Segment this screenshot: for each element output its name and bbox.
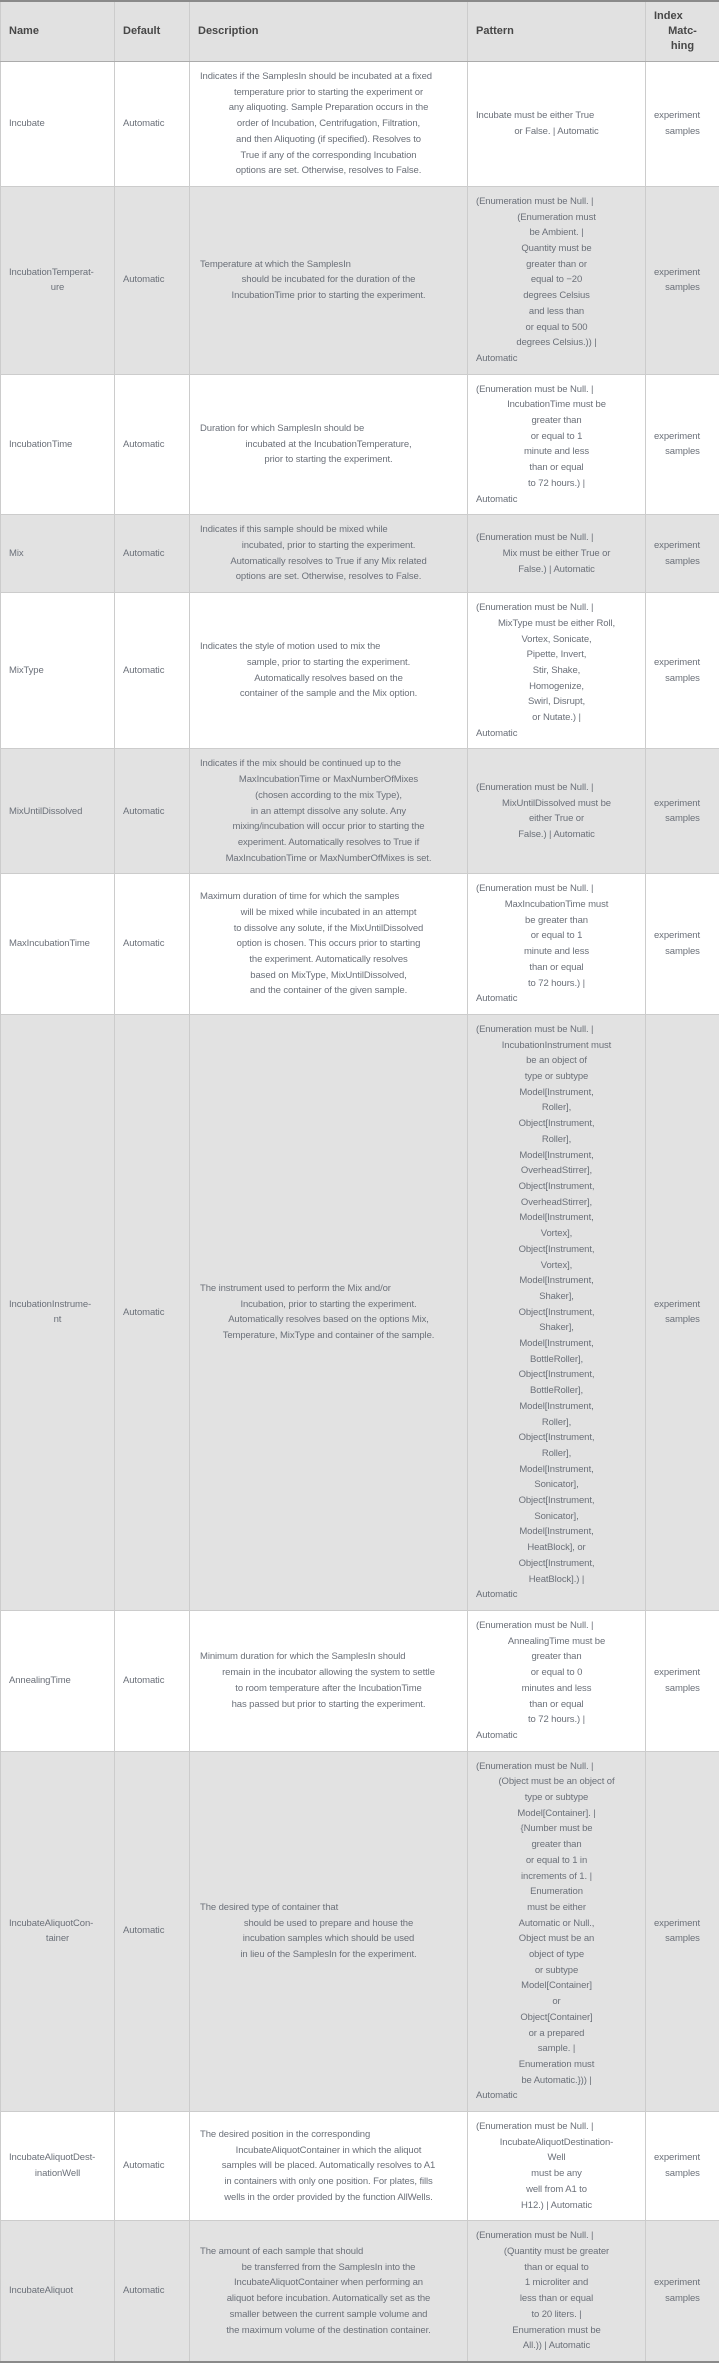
cell-default: Automatic <box>115 2221 190 2362</box>
table-row <box>1 515 719 593</box>
table-row <box>1 2112 719 2221</box>
cell-default: Automatic <box>115 1751 190 2111</box>
cell-description: The instrument used to perform the Mix and/or Incubation, prior to starting the experiment. Automatically resolves based on the options Mix, Temperature, MixType and container of the sample. <box>190 1014 468 1610</box>
cell-description: The desired position in the corresponding IncubateAliquotContainer in which the aliquot samples will be placed. Automatically resolves to A1 in containers with only one position. For plates, fills wells in the order provided by the function AllWells. <box>190 2112 468 2221</box>
table-row <box>1 874 719 1015</box>
cell-pattern: (Enumeration must be Null. | (Quantity must be greater than or equal to 1 microliter and less than or equal to 20 liters. | Enumeration must be All.)) | Automatic <box>468 2221 646 2362</box>
cell-name: IncubationTime <box>1 374 115 515</box>
cell-index-matching: experiment samples <box>646 62 719 187</box>
cell-pattern: (Enumeration must be Null. | IncubationInstrument must be an object of type or subtype Model[Instrument, Roller], Object[Instrument, Roller], Model[Instrument, OverheadStirrer], Object[Instrument, OverheadStirrer], Model[Instrument, Vortex], Object[Instrument, Vortex], Model[Instrument, Shaker], Object[Instrument, Shaker], Model[Instrument, BottleRoller], Object[Instrument, BottleRoller], Model[Instrument, Roller], Object[Instrument, Roller], Model[Instrument, Sonicator], Object[Instrument, Sonicator], Model[Instrument, HeatBlock], or Object[Instrument, HeatBlock].) | Automatic <box>468 1014 646 1610</box>
cell-name: IncubateAliquot <box>1 2221 115 2362</box>
cell-default: Automatic <box>115 186 190 374</box>
cell-name: Incubate <box>1 62 115 187</box>
cell-index-matching: experiment samples <box>646 1610 719 1751</box>
cell-pattern: (Enumeration must be Null. | MixType must be either Roll, Vortex, Sonicate, Pipette, Invert, Stir, Shake, Homogenize, Swirl, Disrupt, or Nutate.) | Automatic <box>468 593 646 749</box>
column-header-default: Default <box>115 1 190 62</box>
cell-pattern: (Enumeration must be Null. | (Object must be an object of type or subtype Model[Container]. | {Number must be greater than or equal to 1 in increments of 1. | Enumeration must be either Automatic or Null., Object must be an object of type or subtype Model[Container] or Object[Container] or a prepared sample. | Enumeration must be Automatic.})) | Automatic <box>468 1751 646 2111</box>
cell-description: Indicates if the SamplesIn should be incubated at a fixed temperature prior to starting the experiment or any aliquoting. Sample Preparation occurs in the order of Incubation, Centrifugation, Filtration, and then Aliquoting (if specified). Resolves to True if any of the corresponding Incubation options are set. Otherwise, resolves to False. <box>190 62 468 187</box>
header-row <box>1 1 719 62</box>
table-row <box>1 2221 719 2362</box>
cell-description: Indicates if this sample should be mixed while incubated, prior to starting the experiment. Automatically resolves to True if any Mix related options are set. Otherwise, resolves to False. <box>190 515 468 593</box>
cell-pattern: (Enumeration must be Null. | IncubateAliquotDestination- Well must be any well from A1 to H12.) | Automatic <box>468 2112 646 2221</box>
cell-name: MixType <box>1 593 115 749</box>
table-row <box>1 1751 719 2111</box>
cell-name: IncubateAliquotCon- tainer <box>1 1751 115 2111</box>
cell-default: Automatic <box>115 374 190 515</box>
table-row <box>1 1610 719 1751</box>
cell-default: Automatic <box>115 62 190 187</box>
column-header-name: Name <box>1 1 115 62</box>
cell-description: Indicates if the mix should be continued up to the MaxIncubationTime or MaxNumberOfMixes (chosen according to the mix Type), in an attempt dissolve any solute. Any mixing/incubation will occur prior to starting the experiment. Automatically resolves to True if MaxIncubationTime or MaxNumberOfMixes is set. <box>190 749 468 874</box>
cell-default: Automatic <box>115 749 190 874</box>
cell-index-matching: experiment samples <box>646 874 719 1015</box>
cell-index-matching: experiment samples <box>646 2221 719 2362</box>
cell-pattern: (Enumeration must be Null. | MixUntilDissolved must be either True or False.) | Automatic <box>468 749 646 874</box>
cell-default: Automatic <box>115 515 190 593</box>
table-row <box>1 186 719 374</box>
table-row <box>1 1014 719 1610</box>
cell-index-matching: experiment samples <box>646 515 719 593</box>
cell-index-matching: experiment samples <box>646 2112 719 2221</box>
cell-default: Automatic <box>115 874 190 1015</box>
cell-name: IncubationTemperat- ure <box>1 186 115 374</box>
cell-name: IncubateAliquotDest- inationWell <box>1 2112 115 2221</box>
table-row <box>1 593 719 749</box>
column-header-index_matching: Index Matc- hing <box>646 1 719 62</box>
cell-description: Minimum duration for which the SamplesIn should remain in the incubator allowing the system to settle to room temperature after the IncubationTime has passed but prior to starting the experiment. <box>190 1610 468 1751</box>
table-row <box>1 749 719 874</box>
cell-name: MixUntilDissolved <box>1 749 115 874</box>
table-header <box>1 1 719 62</box>
cell-default: Automatic <box>115 593 190 749</box>
cell-pattern: (Enumeration must be Null. | Mix must be either True or False.) | Automatic <box>468 515 646 593</box>
cell-pattern: (Enumeration must be Null. | AnnealingTime must be greater than or equal to 0 minutes and less than or equal to 72 hours.) | Automatic <box>468 1610 646 1751</box>
column-header-pattern: Pattern <box>468 1 646 62</box>
cell-description: Maximum duration of time for which the samples will be mixed while incubated in an attempt to dissolve any solute, if the MixUntilDissolved option is chosen. This occurs prior to starting the experiment. Automatically resolves based on MixType, MixUntilDissolved, and the container of the given sample. <box>190 874 468 1015</box>
cell-description: Duration for which SamplesIn should be incubated at the IncubationTemperature, prior to starting the experiment. <box>190 374 468 515</box>
cell-name: Mix <box>1 515 115 593</box>
cell-index-matching: experiment samples <box>646 186 719 374</box>
cell-index-matching: experiment samples <box>646 749 719 874</box>
cell-pattern: (Enumeration must be Null. | IncubationTime must be greater than or equal to 1 minute and less than or equal to 72 hours.) | Automatic <box>468 374 646 515</box>
cell-pattern: (Enumeration must be Null. | (Enumeration must be Ambient. | Quantity must be greater than or equal to −20 degrees Celsius and less than or equal to 500 degrees Celsius.)) | Automatic <box>468 186 646 374</box>
column-header-description: Description <box>190 1 468 62</box>
cell-default: Automatic <box>115 1610 190 1751</box>
cell-index-matching: experiment samples <box>646 1014 719 1610</box>
cell-name: IncubationInstrume- nt <box>1 1014 115 1610</box>
cell-pattern: Incubate must be either True or False. | Automatic <box>468 62 646 187</box>
cell-index-matching: experiment samples <box>646 1751 719 2111</box>
cell-index-matching: experiment samples <box>646 593 719 749</box>
cell-name: AnnealingTime <box>1 1610 115 1751</box>
cell-default: Automatic <box>115 1014 190 1610</box>
cell-default: Automatic <box>115 2112 190 2221</box>
cell-description: Indicates the style of motion used to mix the sample, prior to starting the experiment. Automatically resolves based on the container of the sample and the Mix option. <box>190 593 468 749</box>
table-row <box>1 62 719 187</box>
cell-description: The desired type of container that should be used to prepare and house the incubation samples which should be used in lieu of the SamplesIn for the experiment. <box>190 1751 468 2111</box>
cell-pattern: (Enumeration must be Null. | MaxIncubationTime must be greater than or equal to 1 minute and less than or equal to 72 hours.) | Automatic <box>468 874 646 1015</box>
cell-description: Temperature at which the SamplesIn should be incubated for the duration of the IncubationTime prior to starting the experiment. <box>190 186 468 374</box>
cell-index-matching: experiment samples <box>646 374 719 515</box>
cell-name: MaxIncubationTime <box>1 874 115 1015</box>
table-body <box>1 62 719 2362</box>
table-row <box>1 374 719 515</box>
cell-description: The amount of each sample that should be transferred from the SamplesIn into the IncubateAliquotContainer when performing an aliquot before incubation. Automatically set as the smaller between the current sample volume and the maximum volume of the destination container. <box>190 2221 468 2362</box>
